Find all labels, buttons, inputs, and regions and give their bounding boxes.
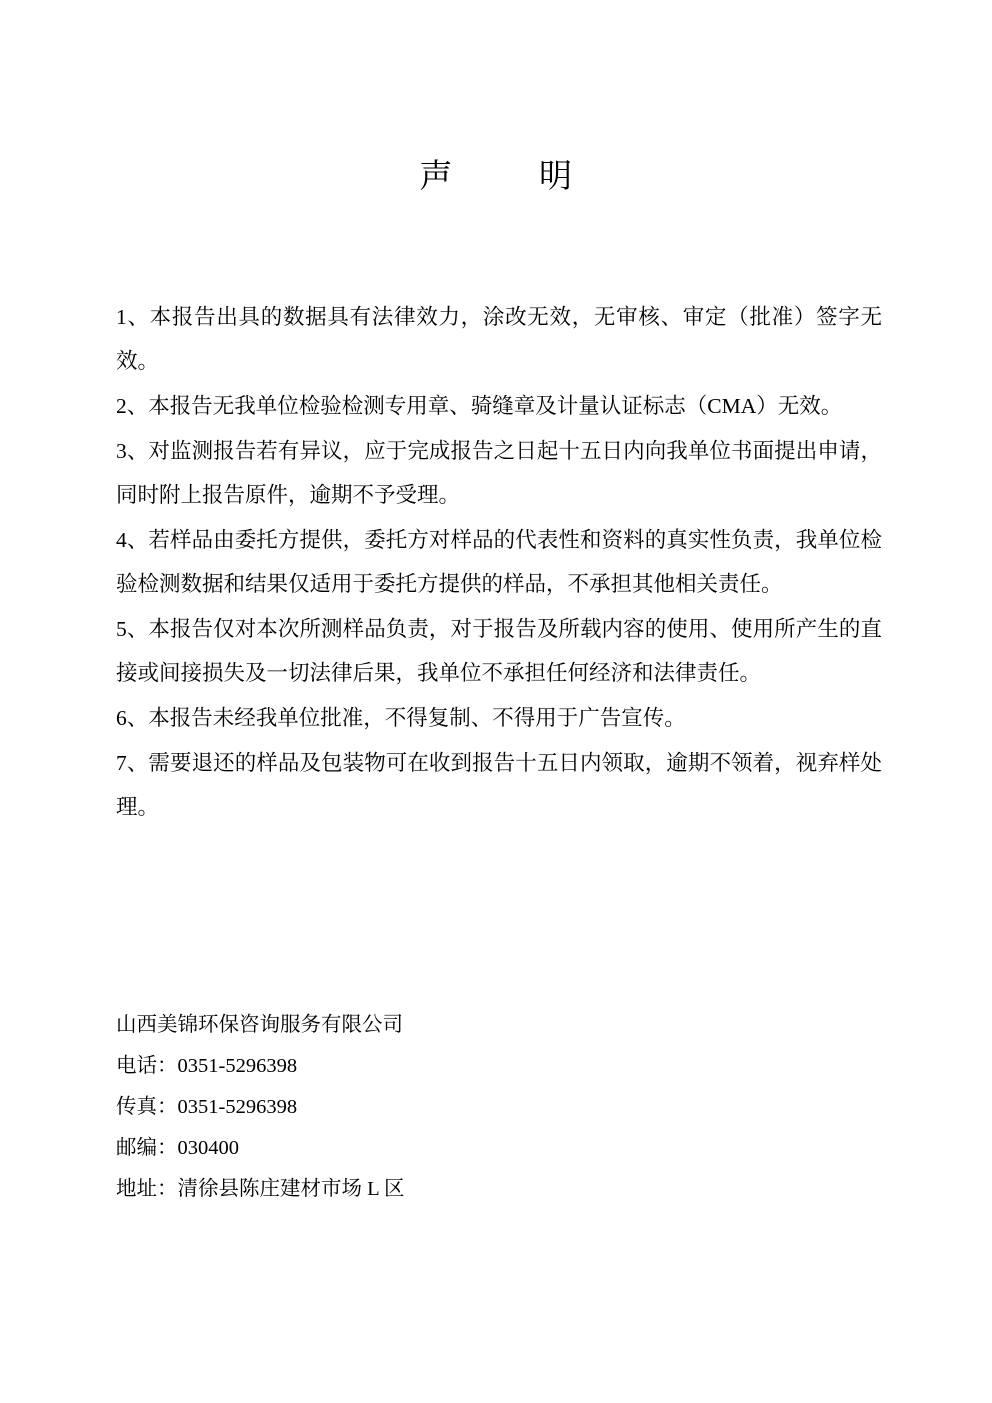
statement-clause: 3、对监测报告若有异议，应于完成报告之日起十五日内向我单位书面提出申请，同时附上报告原件，逾期不予受理。 (116, 439, 882, 507)
page-title-right: 明 (539, 159, 573, 195)
phone-line: 电话：0351-5296398 (116, 1055, 298, 1077)
address-line: 地址：清徐县陈庄建材市场 L 区 (116, 1178, 405, 1200)
statement-clause: 6、本报告未经我单位批准，不得复制、不得用于广告宣传。 (116, 706, 686, 730)
statement-clause: 2、本报告无我单位检验检测专用章、骑缝章及计量认证标志（CMA）无效。 (116, 394, 843, 418)
fax-line: 传真：0351-5296398 (116, 1096, 298, 1118)
postcode-line: 邮编：030400 (116, 1137, 239, 1159)
page-title (0, 150, 992, 197)
statement-clause: 7、需要退还的样品及包装物可在收到报告十五日内领取，逾期不领着，视弃样处理。 (116, 751, 882, 819)
statement-clause: 5、本报告仅对本次所测样品负责，对于报告及所载内容的使用、使用所产生的直接或间接损失及一切法律后果，我单位不承担任何经济和法律责任。 (116, 617, 882, 685)
statement-clause: 1、本报告出具的数据具有法律效力，涂改无效，无审核、审定（批准）签字无效。 (116, 305, 882, 373)
company-name: 山西美锦环保咨询服务有限公司 (116, 1014, 403, 1036)
statement-clause: 4、若样品由委托方提供，委托方对样品的代表性和资料的真实性负责，我单位检验检测数据和结果仅适用于委托方提供的样品，不承担其他相关责任。 (116, 528, 882, 596)
statement-clause-list (116, 295, 882, 830)
page-title-left: 声 (419, 159, 453, 195)
contact-block (116, 1005, 816, 1210)
